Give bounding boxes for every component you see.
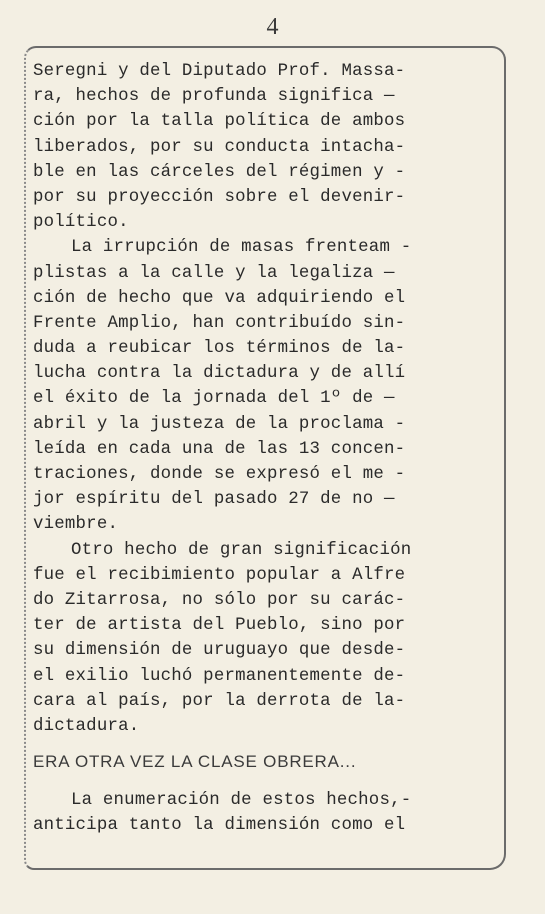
text-line: viembre. — [33, 515, 119, 535]
text-line: jor espíritu del pasado 27 de no — — [33, 490, 395, 510]
paragraph-2 — [33, 235, 499, 537]
text-line: cara al país, por la derrota de la- — [33, 691, 406, 711]
text-line: do Zitarrosa, no sólo por su carác- — [33, 590, 406, 610]
text-line: ción por la talla política de ambos — [33, 112, 406, 132]
document-body — [33, 59, 499, 839]
paragraph-4 — [33, 788, 499, 838]
text-line: su dimensión de uruguayo que desde- — [33, 641, 406, 661]
text-line: por su proyección sobre el devenir- — [33, 187, 406, 207]
text-line: traciones, donde se expresó el me - — [33, 465, 406, 484]
text-line: ción de hecho que va adquiriendo el — [33, 288, 406, 308]
text-line: La irrupción de masas frenteam - — [71, 238, 412, 258]
text-line: el éxito de la jornada del 1º de — — [33, 389, 395, 409]
text-line: ra, hechos de profunda significa — — [33, 87, 395, 107]
text-line: duda a reubicar los términos de la- — [33, 339, 406, 359]
page-number: 4 — [266, 14, 279, 40]
text-line: plistas a la calle y la legaliza — — [33, 263, 395, 283]
text-line: Frente Amplio, han contribuído sin- — [33, 313, 406, 333]
text-line: La enumeración de estos hechos,- — [71, 791, 412, 811]
text-line: abril y la justeza de la proclama - — [33, 414, 406, 434]
text-line: leída en cada una de las 13 concen- — [33, 439, 406, 459]
text-line: liberados, por su conducta intacha- — [33, 137, 406, 157]
text-line: Seregni y del Diputado Prof. Massa- — [33, 62, 406, 81]
paragraph-3 — [33, 538, 499, 740]
text-line: lucha contra la dictadura y de allí — [33, 364, 406, 384]
text-line: ble en las cárceles del régimen y - — [33, 162, 406, 182]
text-line: fue el recibimiento popular a Alfre — [33, 565, 406, 585]
section-heading: ERA OTRA VEZ LA CLASE OBRERA... — [33, 752, 357, 772]
text-line: Otro hecho de gran significación — [71, 540, 412, 560]
text-line: político. — [33, 213, 129, 233]
text-line: el exilio luchó permanentemente de- — [33, 666, 406, 686]
text-line: dictadura. — [33, 716, 140, 736]
text-line: ter de artista del Pueblo, sino por — [33, 616, 406, 636]
paragraph-1 — [33, 59, 499, 235]
text-line: anticipa tanto la dimensión como el — [33, 816, 406, 836]
